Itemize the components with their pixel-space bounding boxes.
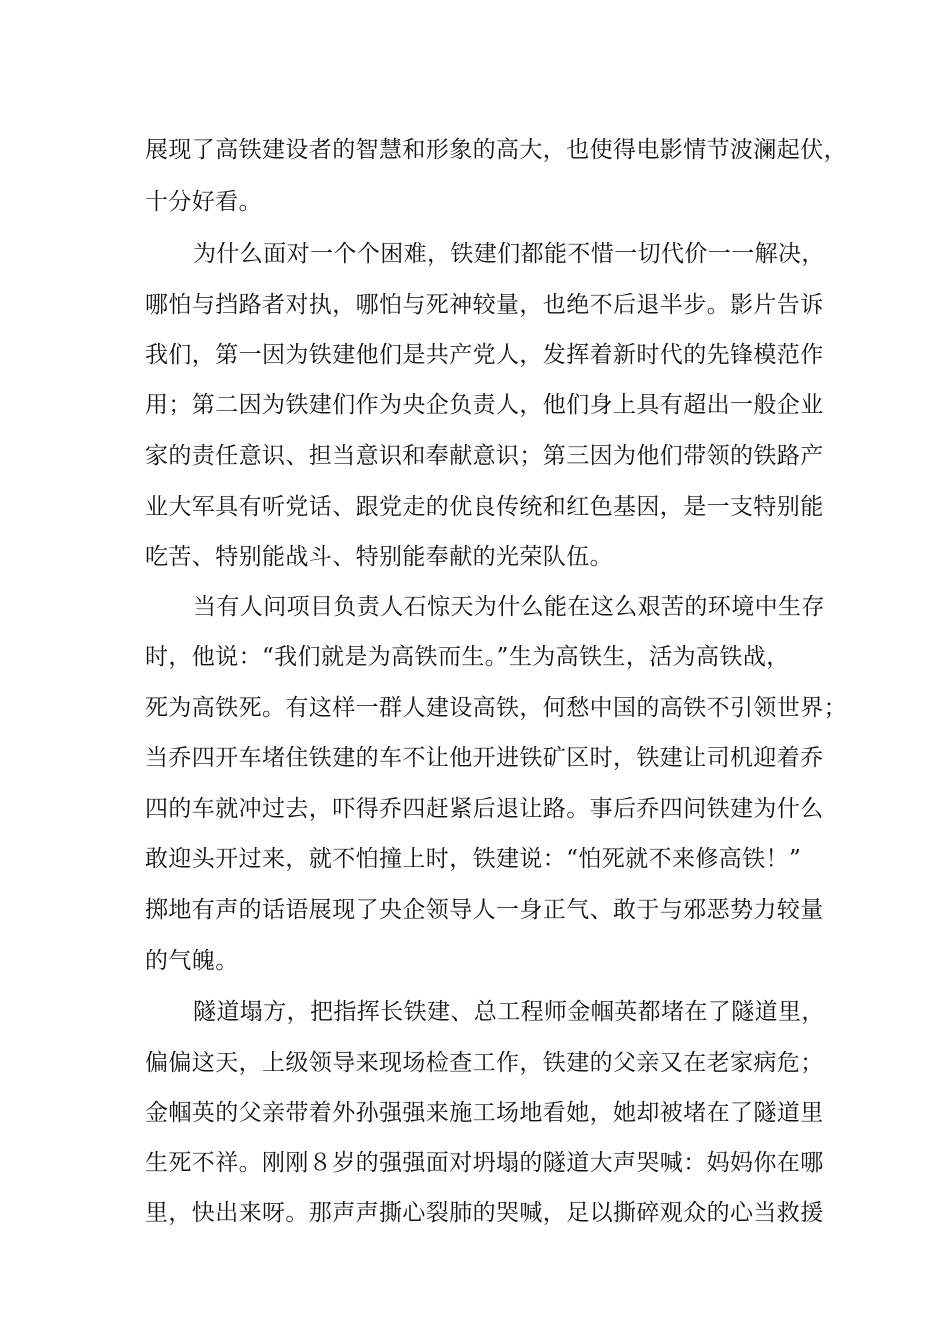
text-line: 家的责任意识、担当意识和奉献意识；第三因为他们带领的铁路产 [145,443,824,469]
text-line: 哪怕与挡路者对执，哪怕与死神较量，也绝不后退半步。影片告诉 [145,292,824,318]
paragraph-start-line: 隧道塌方，把指挥长铁建、总工程师金帼英都堵在了隧道里， [193,999,825,1025]
text-line: 十分好看。 [145,189,262,215]
text-line: 我们，第一因为铁建他们是共产党人，发挥着新时代的先锋模范作 [145,342,824,368]
text-line: 的气魄。 [145,948,239,974]
text-line: 业大军具有听党话、跟党走的优良传统和红色基因，是一支特别能 [145,494,824,520]
text-line: 掷地有声的话语展现了央企领导人一身正气、敢于与邪恶势力较量 [145,897,824,923]
text-line: 展现了高铁建设者的智慧和形象的高大，也使得电影情节波澜起伏， [145,137,847,163]
text-line: 生死不祥。刚刚８岁的强强面对坍塌的隧道大声哭喊：妈妈你在哪 [145,1150,824,1176]
text-line: 偏偏这天，上级领导来现场检查工作，铁建的父亲又在老家病危； [145,1050,824,1076]
text-line: 时，他说：“我们就是为高铁而生。”生为高铁生，活为高铁战， [145,644,790,670]
text-line: 敢迎头开过来，就不怕撞上时，铁建说：“怕死就不来修高铁！” [145,846,802,872]
text-line: 里，快出来呀。那声声撕心裂肺的哭喊，足以撕碎观众的心当救援 [145,1200,824,1226]
text-line: 当乔四开车堵住铁建的车不让他开进铁矿区时，铁建让司机迎着乔 [145,745,824,771]
paragraph-start-line: 为什么面对一个个困难，铁建们都能不惜一切代价一一解决， [193,241,825,267]
text-line: 死为高铁死。有这样一群人建设高铁，何愁中国的高铁不引领世界； [145,695,847,721]
text-line: 吃苦、特别能战斗、特别能奉献的光荣队伍。 [145,544,613,570]
paragraph-start-line: 当有人问项目负责人石惊天为什么能在这么艰苦的环境中生存 [193,594,825,620]
text-line: 金帼英的父亲带着外孙强强来施工场地看她，她却被堵在了隧道里 [145,1100,824,1126]
text-line: 四的车就冲过去，吓得乔四赶紧后退让路。事后乔四问铁建为什么 [145,796,824,822]
text-line: 用；第二因为铁建们作为央企负责人，他们身上具有超出一般企业 [145,392,824,418]
